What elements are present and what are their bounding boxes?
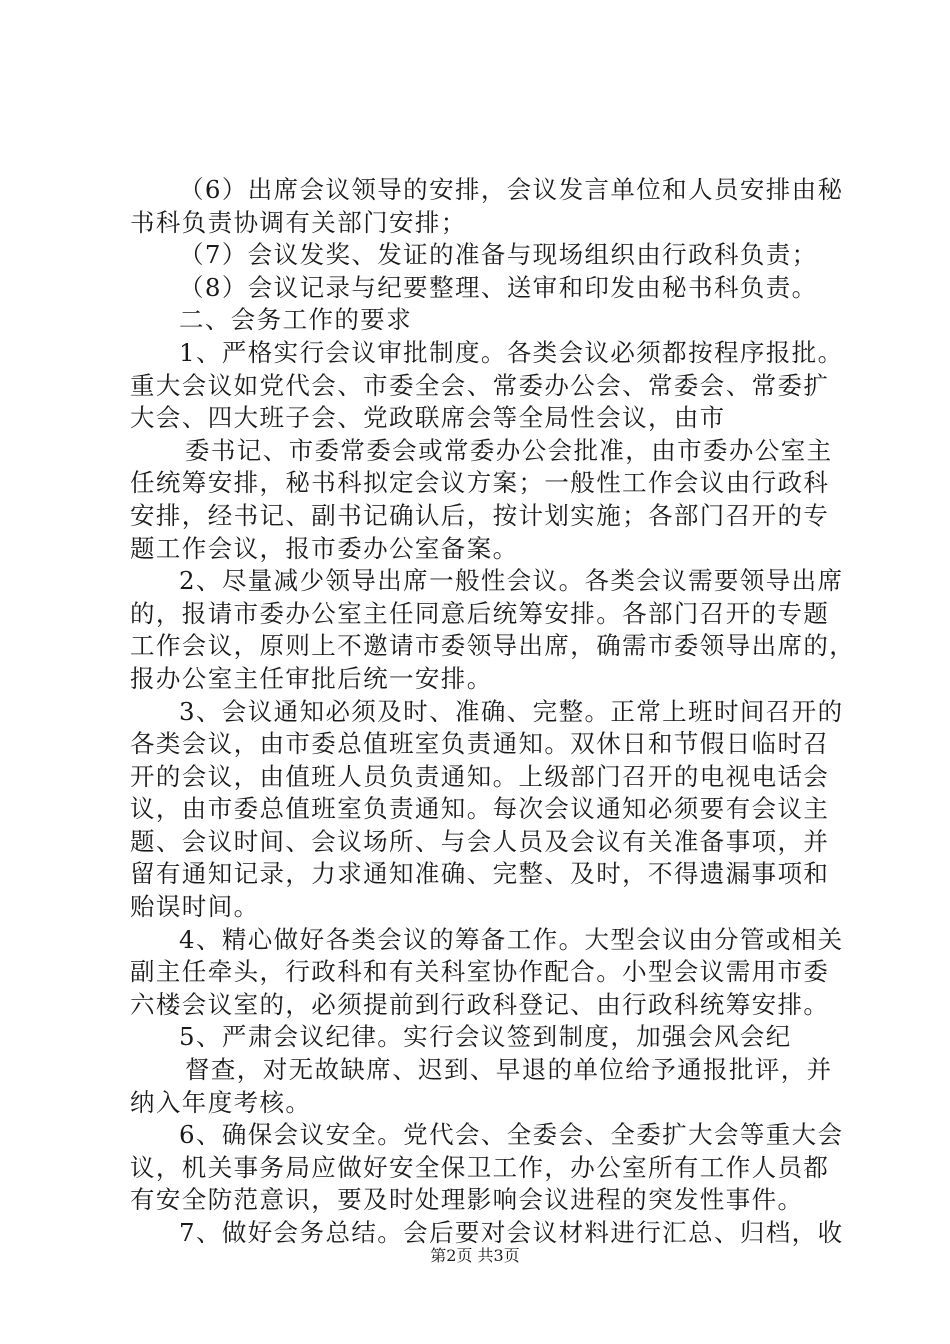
paragraph-line: 3、会议通知必须及时、准确、完整。正常上班时间召开的	[179, 696, 844, 726]
paragraph-line: 六楼会议室的，必须提前到行政科登记、由行政科统筹安排。	[130, 989, 830, 1019]
paragraph-line: 委书记、市委常委会或常委办公会批准，由市委办公室主	[185, 435, 833, 465]
paragraph-line: 工作会议，原则上不邀请市委领导出席，确需市委领导出席的，	[130, 631, 856, 661]
paragraph-line: 安排，经书记、副书记确认后，按计划实施；各部门召开的专	[130, 500, 830, 530]
paragraph-line: 题、会议时间、会议场所、与会人员及会议有关准备事项，并	[130, 826, 830, 856]
paragraph-line: 报办公室主任审批后统一安排。	[130, 663, 493, 693]
page-number: 第2页 共3页	[430, 1246, 520, 1265]
paragraph-line: 贻误时间。	[130, 892, 260, 922]
paragraph-line: 副主任牵头，行政科和有关科室协作配合。小型会议需用市委	[130, 957, 830, 987]
paragraph-line: 5、严肃会议纪律。实行会议签到制度，加强会风会纪	[179, 1022, 792, 1052]
paragraph-line: 书科负责协调有关部门安排；	[130, 207, 467, 237]
section-heading: 二、会务工作的要求	[179, 305, 413, 335]
paragraph-line: 重大会议如党代会、市委全会、常委办公会、常委会、常委扩	[130, 370, 830, 400]
paragraph-line: 2、尽量减少领导出席一般性会议。各类会议需要领导出席	[179, 566, 844, 596]
paragraph-line: 6、确保会议安全。党代会、全委会、全委扩大会等重大会	[179, 1120, 844, 1150]
paragraph-line: 议，由市委总值班室负责通知。每次会议通知必须要有会议主	[130, 794, 830, 824]
page-footer	[0, 1243, 950, 1266]
paragraph-line: 的，报请市委办公室主任同意后统筹安排。各部门召开的专题	[130, 598, 830, 628]
paragraph-line: 1、严格实行会议审批制度。各类会议必须都按程序报批。	[179, 337, 844, 367]
document-body	[130, 174, 856, 1250]
paragraph-line: 题工作会议，报市委办公室备案。	[130, 533, 519, 563]
paragraph-line: 督查，对无故缺席、迟到、早退的单位给予通报批评，并	[185, 1055, 833, 1085]
paragraph-line: （8）会议记录与纪要整理、送审和印发由秘书科负责。	[179, 272, 818, 302]
paragraph-line: 大会、四大班子会、党政联席会等全局性会议，由市	[130, 403, 726, 433]
paragraph-line: 开的会议，由值班人员负责通知。上级部门召开的电视电话会	[130, 761, 830, 791]
paragraph-line: 有安全防范意识，要及时处理影响会议进程的突发性事件。	[130, 1185, 804, 1215]
paragraph-line: （7）会议发奖、发证的准备与现场组织由行政科负责；	[179, 240, 818, 270]
paragraph-line: 各类会议，由市委总值班室负责通知。双休日和节假日临时召	[130, 729, 830, 759]
paragraph-line: 议，机关事务局应做好安全保卫工作，办公室所有工作人员都	[130, 1152, 830, 1182]
paragraph-line: 7、做好会务总结。会后要对会议材料进行汇总、归档，收	[179, 1218, 844, 1247]
paragraph-line: 纳入年度考核。	[130, 1087, 312, 1117]
paragraph-line: 留有通知记录，力求通知准确、完整、及时，不得遗漏事项和	[130, 859, 830, 889]
paragraph-line: 任统筹安排，秘书科拟定会议方案；一般性工作会议由行政科	[130, 468, 830, 498]
paragraph-line: 4、精心做好各类会议的筹备工作。大型会议由分管或相关	[179, 924, 844, 954]
paragraph-line: （6）出席会议领导的安排，会议发言单位和人员安排由秘	[179, 175, 844, 204]
